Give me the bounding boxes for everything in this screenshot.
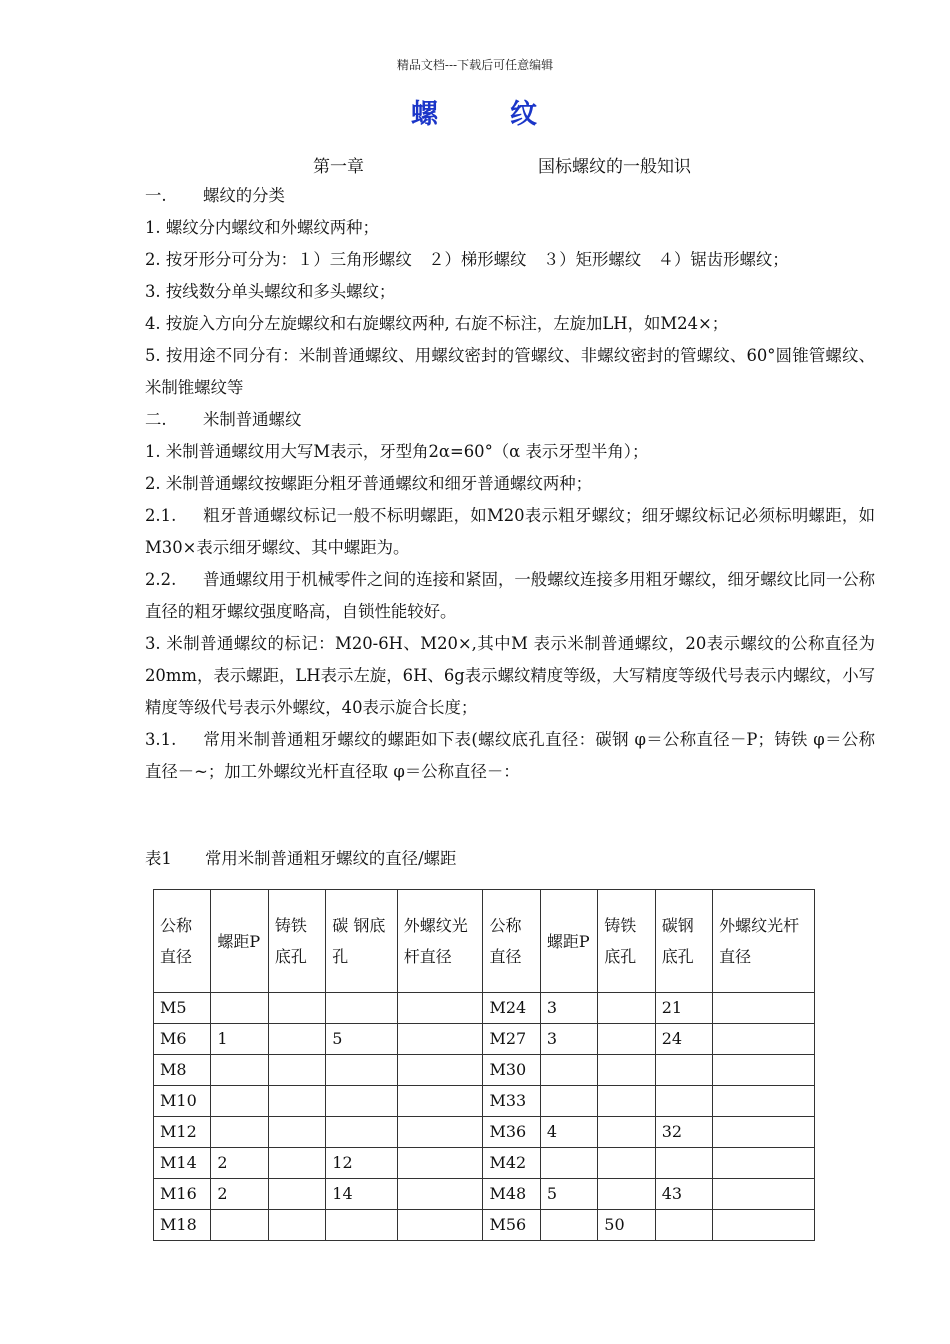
section-number: 二. bbox=[145, 410, 167, 429]
paragraph-text: 普通螺纹用于机械零件之间的连接和紧固，一般螺纹连接多用粗牙螺纹，细牙螺纹比同一公称直径的粗牙螺纹强度略高，自锁性能较好。 bbox=[145, 570, 876, 621]
column-header: 螺距P bbox=[211, 890, 268, 993]
table-cell bbox=[598, 1179, 655, 1210]
table-cell bbox=[326, 993, 398, 1024]
table-row bbox=[154, 1117, 815, 1148]
table-cell: 14 bbox=[326, 1179, 398, 1210]
table-cell: M8 bbox=[154, 1055, 211, 1086]
table-cell: M10 bbox=[154, 1086, 211, 1117]
table-cell bbox=[540, 1055, 597, 1086]
table-cell: 1 bbox=[211, 1024, 268, 1055]
section-number: 一. bbox=[145, 186, 167, 205]
table-cell bbox=[211, 1055, 268, 1086]
table-caption bbox=[145, 845, 456, 869]
paragraph bbox=[145, 468, 875, 500]
table-cell bbox=[713, 1086, 815, 1117]
table-cell bbox=[397, 1086, 483, 1117]
section-heading bbox=[145, 180, 875, 212]
table-cell bbox=[655, 1055, 712, 1086]
paragraph: 5. 按用途不同分有：米制普通螺纹、用螺纹密封的管螺纹、非螺纹密封的管螺纹、60°圆锥管螺纹、米制锥螺纹等 bbox=[145, 346, 875, 397]
paragraph-text: 常用米制普通粗牙螺纹的螺距如下表(螺纹底孔直径：碳钢 φ＝公称直径－P；铸铁 φ＝公称直径－~；加工外螺纹光杆直径取 φ＝公称直径－： bbox=[145, 730, 875, 781]
table-row bbox=[154, 993, 815, 1024]
table-cell: M6 bbox=[154, 1024, 211, 1055]
table-cell bbox=[598, 1055, 655, 1086]
table-row bbox=[154, 1086, 815, 1117]
title-char-2: 纹 bbox=[510, 99, 539, 130]
paragraph bbox=[145, 564, 875, 628]
table-cell: M42 bbox=[483, 1148, 540, 1179]
table-cell bbox=[268, 993, 325, 1024]
table-cell: M48 bbox=[483, 1179, 540, 1210]
table-row bbox=[154, 1210, 815, 1241]
table-cell bbox=[268, 1117, 325, 1148]
table-cell bbox=[211, 1086, 268, 1117]
table-cell bbox=[397, 1210, 483, 1241]
title-char-1: 螺 bbox=[411, 99, 440, 130]
table-cell bbox=[713, 993, 815, 1024]
column-header: 铸铁底孔 bbox=[598, 890, 655, 993]
table-cell: M24 bbox=[483, 993, 540, 1024]
table-cell: 21 bbox=[655, 993, 712, 1024]
table-cell: M56 bbox=[483, 1210, 540, 1241]
table-cell bbox=[268, 1179, 325, 1210]
section-title: 螺纹的分类 bbox=[203, 186, 285, 205]
table-cell: 12 bbox=[326, 1148, 398, 1179]
column-header: 外螺纹光杆直径 bbox=[713, 890, 815, 993]
table-cell: 32 bbox=[655, 1117, 712, 1148]
page-header: 精品文档---下载后可任意编辑 bbox=[396, 58, 554, 72]
table-cell bbox=[598, 993, 655, 1024]
table-cell bbox=[540, 1086, 597, 1117]
paragraph: 2. 按牙形分可分为：１）三角形螺纹 ２）梯形螺纹 ３）矩形螺纹 ４）锯齿形螺纹； bbox=[145, 250, 789, 269]
column-header: 螺距P bbox=[540, 890, 597, 993]
table-cell bbox=[326, 1086, 398, 1117]
table-row bbox=[154, 1024, 815, 1055]
table-cell bbox=[713, 1055, 815, 1086]
table-cell: M14 bbox=[154, 1148, 211, 1179]
table-cell bbox=[598, 1086, 655, 1117]
table-cell: M33 bbox=[483, 1086, 540, 1117]
table-cell bbox=[655, 1210, 712, 1241]
column-header: 公称直径 bbox=[154, 890, 211, 993]
table-cell: M5 bbox=[154, 993, 211, 1024]
table-cell: 3 bbox=[540, 993, 597, 1024]
column-header: 碳钢底孔 bbox=[655, 890, 712, 993]
paragraph-text: 2. 米制普通螺纹按螺距分粗牙普通螺纹和细牙普通螺纹两种； bbox=[145, 474, 593, 493]
table-cell: M36 bbox=[483, 1117, 540, 1148]
table-cell bbox=[713, 1210, 815, 1241]
table-cell bbox=[655, 1086, 712, 1117]
table-cell bbox=[397, 1055, 483, 1086]
table-cell bbox=[268, 1086, 325, 1117]
table-cell: 43 bbox=[655, 1179, 712, 1210]
thread-spec-table bbox=[153, 889, 815, 1241]
table-cell bbox=[598, 1148, 655, 1179]
table-cell: M12 bbox=[154, 1117, 211, 1148]
table-cell bbox=[397, 1024, 483, 1055]
table-cell: 3 bbox=[540, 1024, 597, 1055]
table-cell: 50 bbox=[598, 1210, 655, 1241]
table-cell bbox=[598, 1117, 655, 1148]
column-header: 铸铁底孔 bbox=[268, 890, 325, 993]
table-cell: 5 bbox=[326, 1024, 398, 1055]
paragraph bbox=[145, 436, 875, 468]
table-cell bbox=[598, 1024, 655, 1055]
table-caption-label: 表1 bbox=[145, 849, 172, 868]
table-cell: M30 bbox=[483, 1055, 540, 1086]
table-cell bbox=[713, 1148, 815, 1179]
table-cell bbox=[268, 1024, 325, 1055]
table-row bbox=[154, 1148, 815, 1179]
table-cell bbox=[211, 993, 268, 1024]
table-cell: 24 bbox=[655, 1024, 712, 1055]
paragraph bbox=[145, 628, 875, 724]
paragraph-number: 2.2. bbox=[145, 570, 177, 589]
table-cell: 2 bbox=[211, 1148, 268, 1179]
table-cell bbox=[268, 1210, 325, 1241]
table-cell bbox=[211, 1210, 268, 1241]
document-body bbox=[145, 180, 875, 788]
table-cell bbox=[268, 1148, 325, 1179]
section-heading bbox=[145, 404, 875, 436]
paragraph-number: 3.1. bbox=[145, 730, 177, 749]
table-cell: M27 bbox=[483, 1024, 540, 1055]
table-cell bbox=[397, 1179, 483, 1210]
column-header: 外螺纹光杆直径 bbox=[397, 890, 483, 993]
column-header: 碳 钢底孔 bbox=[326, 890, 398, 993]
table-cell: 4 bbox=[540, 1117, 597, 1148]
table-cell bbox=[540, 1210, 597, 1241]
table-cell bbox=[540, 1148, 597, 1179]
table-cell bbox=[268, 1055, 325, 1086]
table-header-row bbox=[154, 890, 815, 993]
document-title bbox=[0, 92, 950, 131]
table-cell bbox=[397, 993, 483, 1024]
table-cell: M16 bbox=[154, 1179, 211, 1210]
table-cell bbox=[326, 1055, 398, 1086]
paragraph bbox=[145, 500, 875, 564]
paragraph: 4. 按旋入方向分左旋螺纹和右旋螺纹两种, 右旋不标注，左旋加LH，如M24×； bbox=[145, 314, 729, 333]
column-header: 公称直径 bbox=[483, 890, 540, 993]
chapter-number: 第一章 bbox=[313, 157, 364, 177]
table-cell bbox=[326, 1117, 398, 1148]
table-row bbox=[154, 1055, 815, 1086]
chapter-title: 国标螺纹的一般知识 bbox=[538, 157, 691, 177]
table-cell bbox=[713, 1179, 815, 1210]
table-cell bbox=[713, 1117, 815, 1148]
table-cell bbox=[211, 1117, 268, 1148]
paragraph bbox=[145, 724, 875, 788]
table-body bbox=[154, 993, 815, 1241]
paragraph-text: 3. 米制普通螺纹的标记：M20-6H、M20×,其中M 表示米制普通螺纹，20表示螺纹的公称直径为20mm，表示螺距，LH表示左旋，6H、6g表示螺纹精度等级，大写精度等级代号表示内螺纹，小写精度等级代号表示外螺纹，40表示旋合长度； bbox=[145, 634, 875, 717]
section-title: 米制普通螺纹 bbox=[203, 410, 302, 429]
table-cell: 2 bbox=[211, 1179, 268, 1210]
table-cell: M18 bbox=[154, 1210, 211, 1241]
table-cell bbox=[326, 1210, 398, 1241]
table-row bbox=[154, 1179, 815, 1210]
table-cell bbox=[655, 1148, 712, 1179]
paragraph: 1. 螺纹分内螺纹和外螺纹两种； bbox=[145, 218, 379, 237]
table-caption-text: 常用米制普通粗牙螺纹的直径/螺距 bbox=[205, 849, 457, 868]
table-cell bbox=[397, 1148, 483, 1179]
paragraph-text: 1. 米制普通螺纹用大写M表示，牙型角2α=60°（α 表示牙型半角）； bbox=[145, 442, 649, 461]
paragraph: 3. 按线数分单头螺纹和多头螺纹； bbox=[145, 282, 396, 301]
paragraph-text: 粗牙普通螺纹标记一般不标明螺距，如M20表示粗牙螺纹；细牙螺纹标记必须标明螺距，如M30×表示细牙螺纹、其中螺距为。 bbox=[145, 506, 875, 557]
paragraph-number: 2.1. bbox=[145, 506, 177, 525]
table-cell bbox=[397, 1117, 483, 1148]
table-cell bbox=[713, 1024, 815, 1055]
table-cell: 5 bbox=[540, 1179, 597, 1210]
